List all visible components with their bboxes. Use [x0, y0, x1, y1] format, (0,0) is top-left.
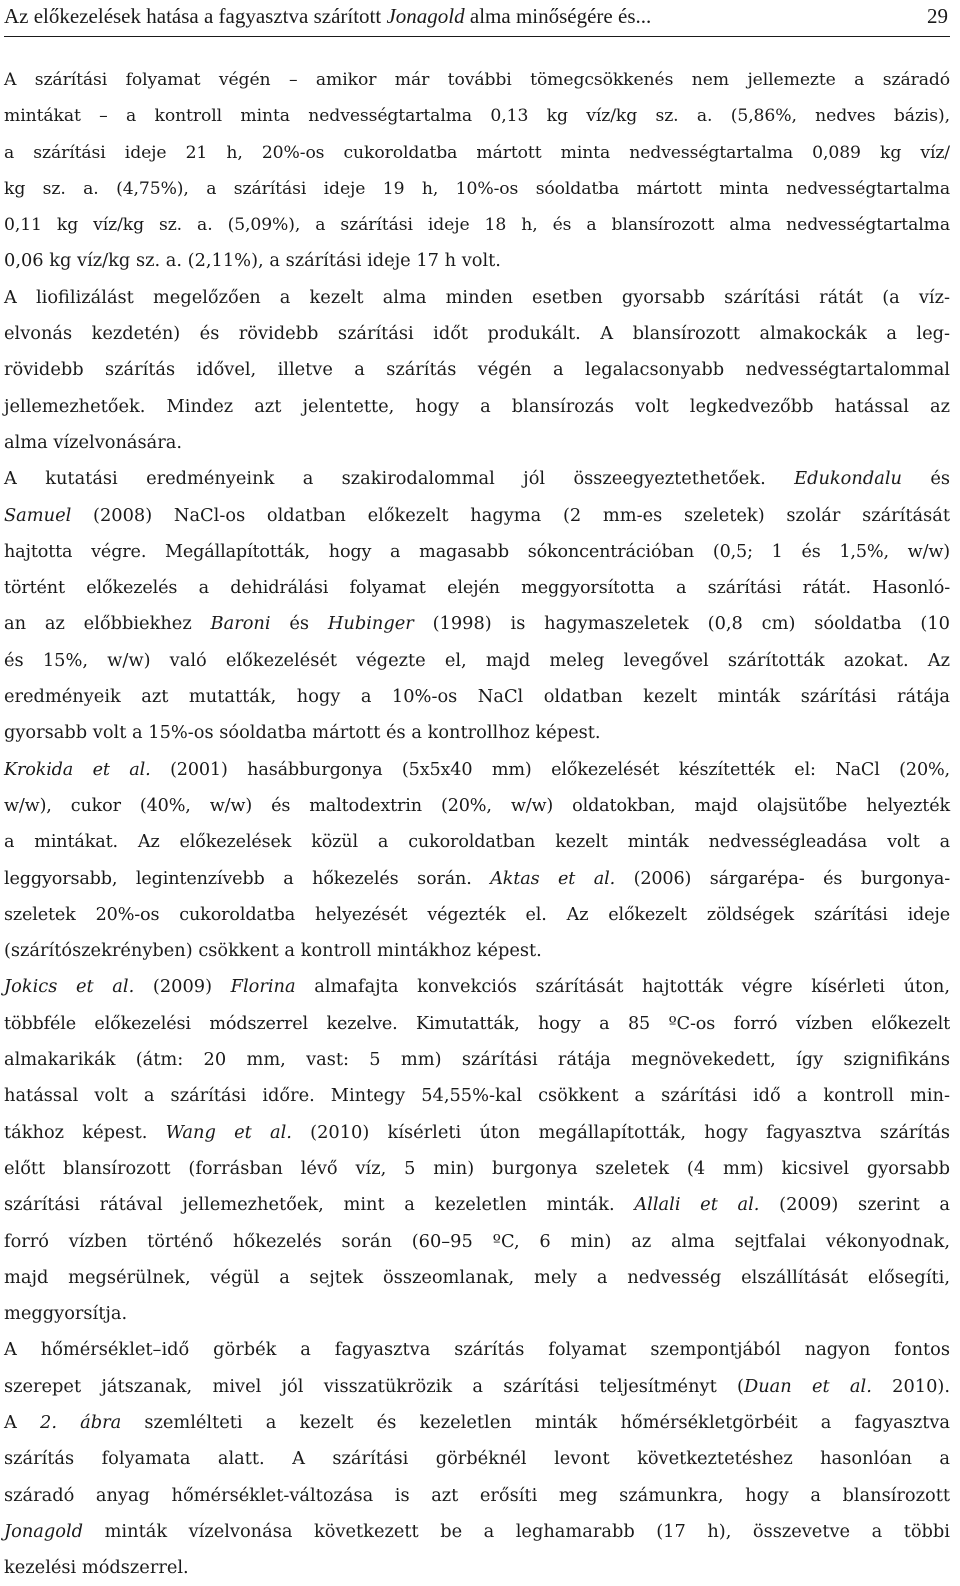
running-title-italic: Jonagold	[386, 4, 465, 28]
text-line	[4, 606, 950, 642]
text-span: A	[4, 1411, 40, 1433]
text-line	[4, 498, 950, 534]
text-line	[4, 1296, 950, 1332]
text-line	[4, 1115, 950, 1151]
text-span: gyorsabb volt a 15%-os sóoldatba mártott és a kontrollhoz képest.	[4, 722, 601, 744]
text-line	[4, 824, 950, 860]
page-number: 29	[927, 4, 948, 28]
text-line	[4, 1550, 950, 1586]
text-span: történt előkezelés a dehidrálási folyamat elején meggyorsította a szárítási rátát. Hasonló-	[4, 578, 950, 599]
text-line	[4, 1006, 950, 1042]
text-span: 0,11 kg víz/kg sz. a. (5,09%), a szárítási ideje 18 h, és a blansírozott alma nedvességtartalma	[4, 215, 950, 236]
text-span: többféle előkezelési módszerrel kezelve. Kimutatták, hogy a 85 ºC-os forró vízben előkezelt	[4, 1013, 950, 1034]
text-span: a szárítási ideje 21 h, 20%-os cukoroldatba mártott minta nedvességtartalma 0,089 kg víz/	[4, 142, 950, 163]
text-span: jellemezhetőek. Mindez azt jelentette, hogy a blansírozás volt legkedvezőbb hatással az	[4, 395, 950, 417]
text-span: minták vízelvonása következett be a leghamarabb (17 h), összevetve a többi	[83, 1520, 950, 1542]
text-line	[4, 316, 950, 352]
text-line	[4, 861, 950, 897]
text-span: és 15%, w/w) való előkezelését végezte el, majd meleg levegővel szárították azokat. Az	[4, 649, 950, 671]
text-span: w/w), cukor (40%, w/w) és maltodextrin (20%, w/w) oldatokban, majd olajsütőbe helyezték	[4, 795, 950, 816]
text-span: szeletek 20%-os cukoroldatba helyezését végezték el. Az előkezelt zöldségek szárítási ideje	[4, 904, 950, 925]
text-span: (2009)	[134, 976, 231, 998]
text-line	[4, 715, 950, 751]
text-span: A kutatási eredményeink a szakirodalommal jól összeegyeztethetőek.	[4, 468, 795, 490]
text-span: szárítás folyamata alatt. A szárítási görbéknél levont következtetéshez hasonlóan a	[4, 1448, 950, 1470]
text-line	[4, 1514, 950, 1550]
text-line	[4, 1405, 950, 1441]
text-line	[4, 1369, 950, 1405]
body-text	[4, 62, 950, 1586]
text-line	[4, 1441, 950, 1477]
italic-span: Duan et al.	[743, 1375, 872, 1397]
text-span: előtt blansírozott (forrásban lévő víz, 5 min) burgonya szeletek (4 mm) kicsivel gyorsabb	[4, 1157, 950, 1179]
text-span: (szárítószekrényben) csökkent a kontroll mintákhoz képest.	[4, 940, 542, 962]
text-span: A hőmérséklet–idő görbék a fagyasztva szárítás folyamat szempontjából nagyon fontos	[4, 1339, 950, 1361]
text-span: almakarikák (átm: 20 mm, vast: 5 mm) szárítási rátája megnövekedett, így szignifikáns	[4, 1049, 950, 1071]
text-span: eredményeik azt mutatták, hogy a 10%-os NaCl oldatban kezelt minták szárítási rátája	[4, 686, 950, 708]
text-span: (2008) NaCl-os oldatban előkezelt hagyma (2 mm-es szeletek) szolár szárítását	[71, 504, 950, 526]
text-line	[4, 98, 950, 134]
italic-span: Baroni	[210, 613, 271, 635]
italic-span: Florina	[230, 976, 296, 998]
text-line	[4, 679, 950, 715]
text-span: (1998) is hagymaszeletek (0,8 cm) sóoldatba (10	[413, 613, 950, 635]
text-line	[4, 1332, 950, 1368]
text-span: almafajta konvekciós szárítását hajtották végre kísérleti úton,	[295, 976, 950, 998]
running-title-text-end: alma minőségére és...	[464, 4, 652, 28]
text-span: A szárítási folyamat végén – amikor már további tömegcsökkenés nem jellemezte a száradó	[4, 70, 950, 90]
italic-span: Samuel	[4, 504, 72, 526]
italic-span: Jokics et al.	[4, 976, 135, 998]
text-span: szerepet játszanak, mivel jól visszatükrözik a szárítási teljesítményt (	[4, 1375, 744, 1397]
text-line	[4, 280, 950, 316]
text-line	[4, 1260, 950, 1296]
text-span: (2006) sárgarépa- és burgonya-	[615, 868, 951, 889]
text-line	[4, 352, 950, 388]
text-line	[4, 752, 950, 788]
text-line	[4, 425, 950, 461]
text-span: elvonás kezdetén) és rövidebb szárítási időt produkált. A blansírozott almakockák a leg-	[4, 323, 950, 345]
text-span: kezelési módszerrel.	[4, 1557, 189, 1579]
text-span: szemlélteti a kezelt és kezeletlen minták hőmérsékletgörbéit a fagyasztva	[121, 1411, 951, 1433]
text-line	[4, 933, 950, 969]
text-line	[4, 243, 950, 279]
text-span: alma vízelvonására.	[4, 431, 182, 453]
text-span: A liofilizálást megelőzően a kezelt alma minden esetben gyorsabb szárítási rátát (a víz-	[4, 286, 950, 308]
text-line	[4, 135, 950, 171]
running-header	[4, 0, 950, 37]
text-line	[4, 1078, 950, 1114]
text-line	[4, 207, 950, 243]
text-line	[4, 643, 950, 679]
text-span: forró vízben történő hőkezelés során (60–95 ºC, 6 min) az alma sejtfalai vékonyodnak,	[4, 1230, 950, 1252]
running-title	[4, 4, 651, 29]
running-title-text: Az előkezelések hatása a fagyasztva szárított	[4, 4, 387, 28]
text-span: a mintákat. Az előkezelések közül a cukoroldatban kezelt minták nedvességleadása volt a	[4, 832, 950, 853]
text-line	[4, 1478, 950, 1514]
text-span: majd megsérülnek, végül a sejtek összeomlanak, mely a nedvesség elszállítását elősegíti,	[4, 1266, 950, 1288]
italic-span: Aktas et al.	[490, 868, 616, 889]
text-line	[4, 1224, 950, 1260]
italic-span: Jonagold	[4, 1520, 84, 1542]
text-span: hatással volt a szárítási időre. Mintegy 54,55%-kal csökkent a szárítási idő a kontroll min-	[4, 1085, 950, 1107]
italic-span: Krokida et al.	[4, 759, 151, 780]
text-line	[4, 788, 950, 824]
italic-span: Edukondalu	[794, 468, 902, 490]
text-span: tákhoz képest.	[4, 1121, 166, 1143]
text-span: kg sz. a. (4,75%), a szárítási ideje 19 h, 10%-os sóoldatba mártott minta nedvességtartalma	[4, 178, 950, 199]
text-span: hajtotta végre. Megállapították, hogy a magasabb sókoncentrációban (0,5; 1 és 1,5%, w/w)	[4, 541, 950, 562]
italic-span: 2. ábra	[40, 1411, 122, 1433]
text-line	[4, 461, 950, 497]
text-line	[4, 534, 950, 570]
text-span: rövidebb szárítás idővel, illetve a szárítás végén a legalacsonyabb nedvességtartalommal	[4, 359, 950, 381]
text-span: an az előbbiekhez	[4, 613, 211, 635]
text-line	[4, 969, 950, 1005]
text-line	[4, 389, 950, 425]
text-line	[4, 1187, 950, 1223]
text-line	[4, 897, 950, 933]
text-line	[4, 62, 950, 98]
text-span: meggyorsítja.	[4, 1303, 128, 1325]
italic-span: Hubinger	[327, 613, 414, 635]
text-span: 2010).	[871, 1375, 950, 1397]
text-line	[4, 171, 950, 207]
text-span: leggyorsabb, legintenzívebb a hőkezelés során.	[4, 868, 491, 889]
text-line	[4, 570, 950, 606]
text-span: (2001) hasábburgonya (5x5x40 mm) előkezelését készítették el: NaCl (20%,	[150, 759, 950, 780]
text-line	[4, 1042, 950, 1078]
italic-span: Wang et al.	[165, 1121, 292, 1143]
text-span: és	[901, 468, 950, 490]
text-span: és	[270, 613, 328, 635]
text-span: száradó anyag hőmérséklet-változása is azt erősíti meg számunkra, hogy a blansírozott	[4, 1484, 950, 1506]
text-span: mintákat – a kontroll minta nedvességtartalma 0,13 kg víz/kg sz. a. (5,86%, nedves bázis),	[4, 106, 950, 127]
text-span: (2009) szerint a	[759, 1194, 951, 1216]
italic-span: Allali et al.	[634, 1194, 760, 1216]
text-span: (2010) kísérleti úton megállapították, hogy fagyasztva szárítás	[291, 1121, 950, 1143]
text-span: szárítási rátával jellemezhetőek, mint a kezeletlen minták.	[4, 1194, 635, 1216]
text-span: 0,06 kg víz/kg sz. a. (2,11%), a szárítási ideje 17 h volt.	[4, 250, 501, 272]
text-line	[4, 1151, 950, 1187]
